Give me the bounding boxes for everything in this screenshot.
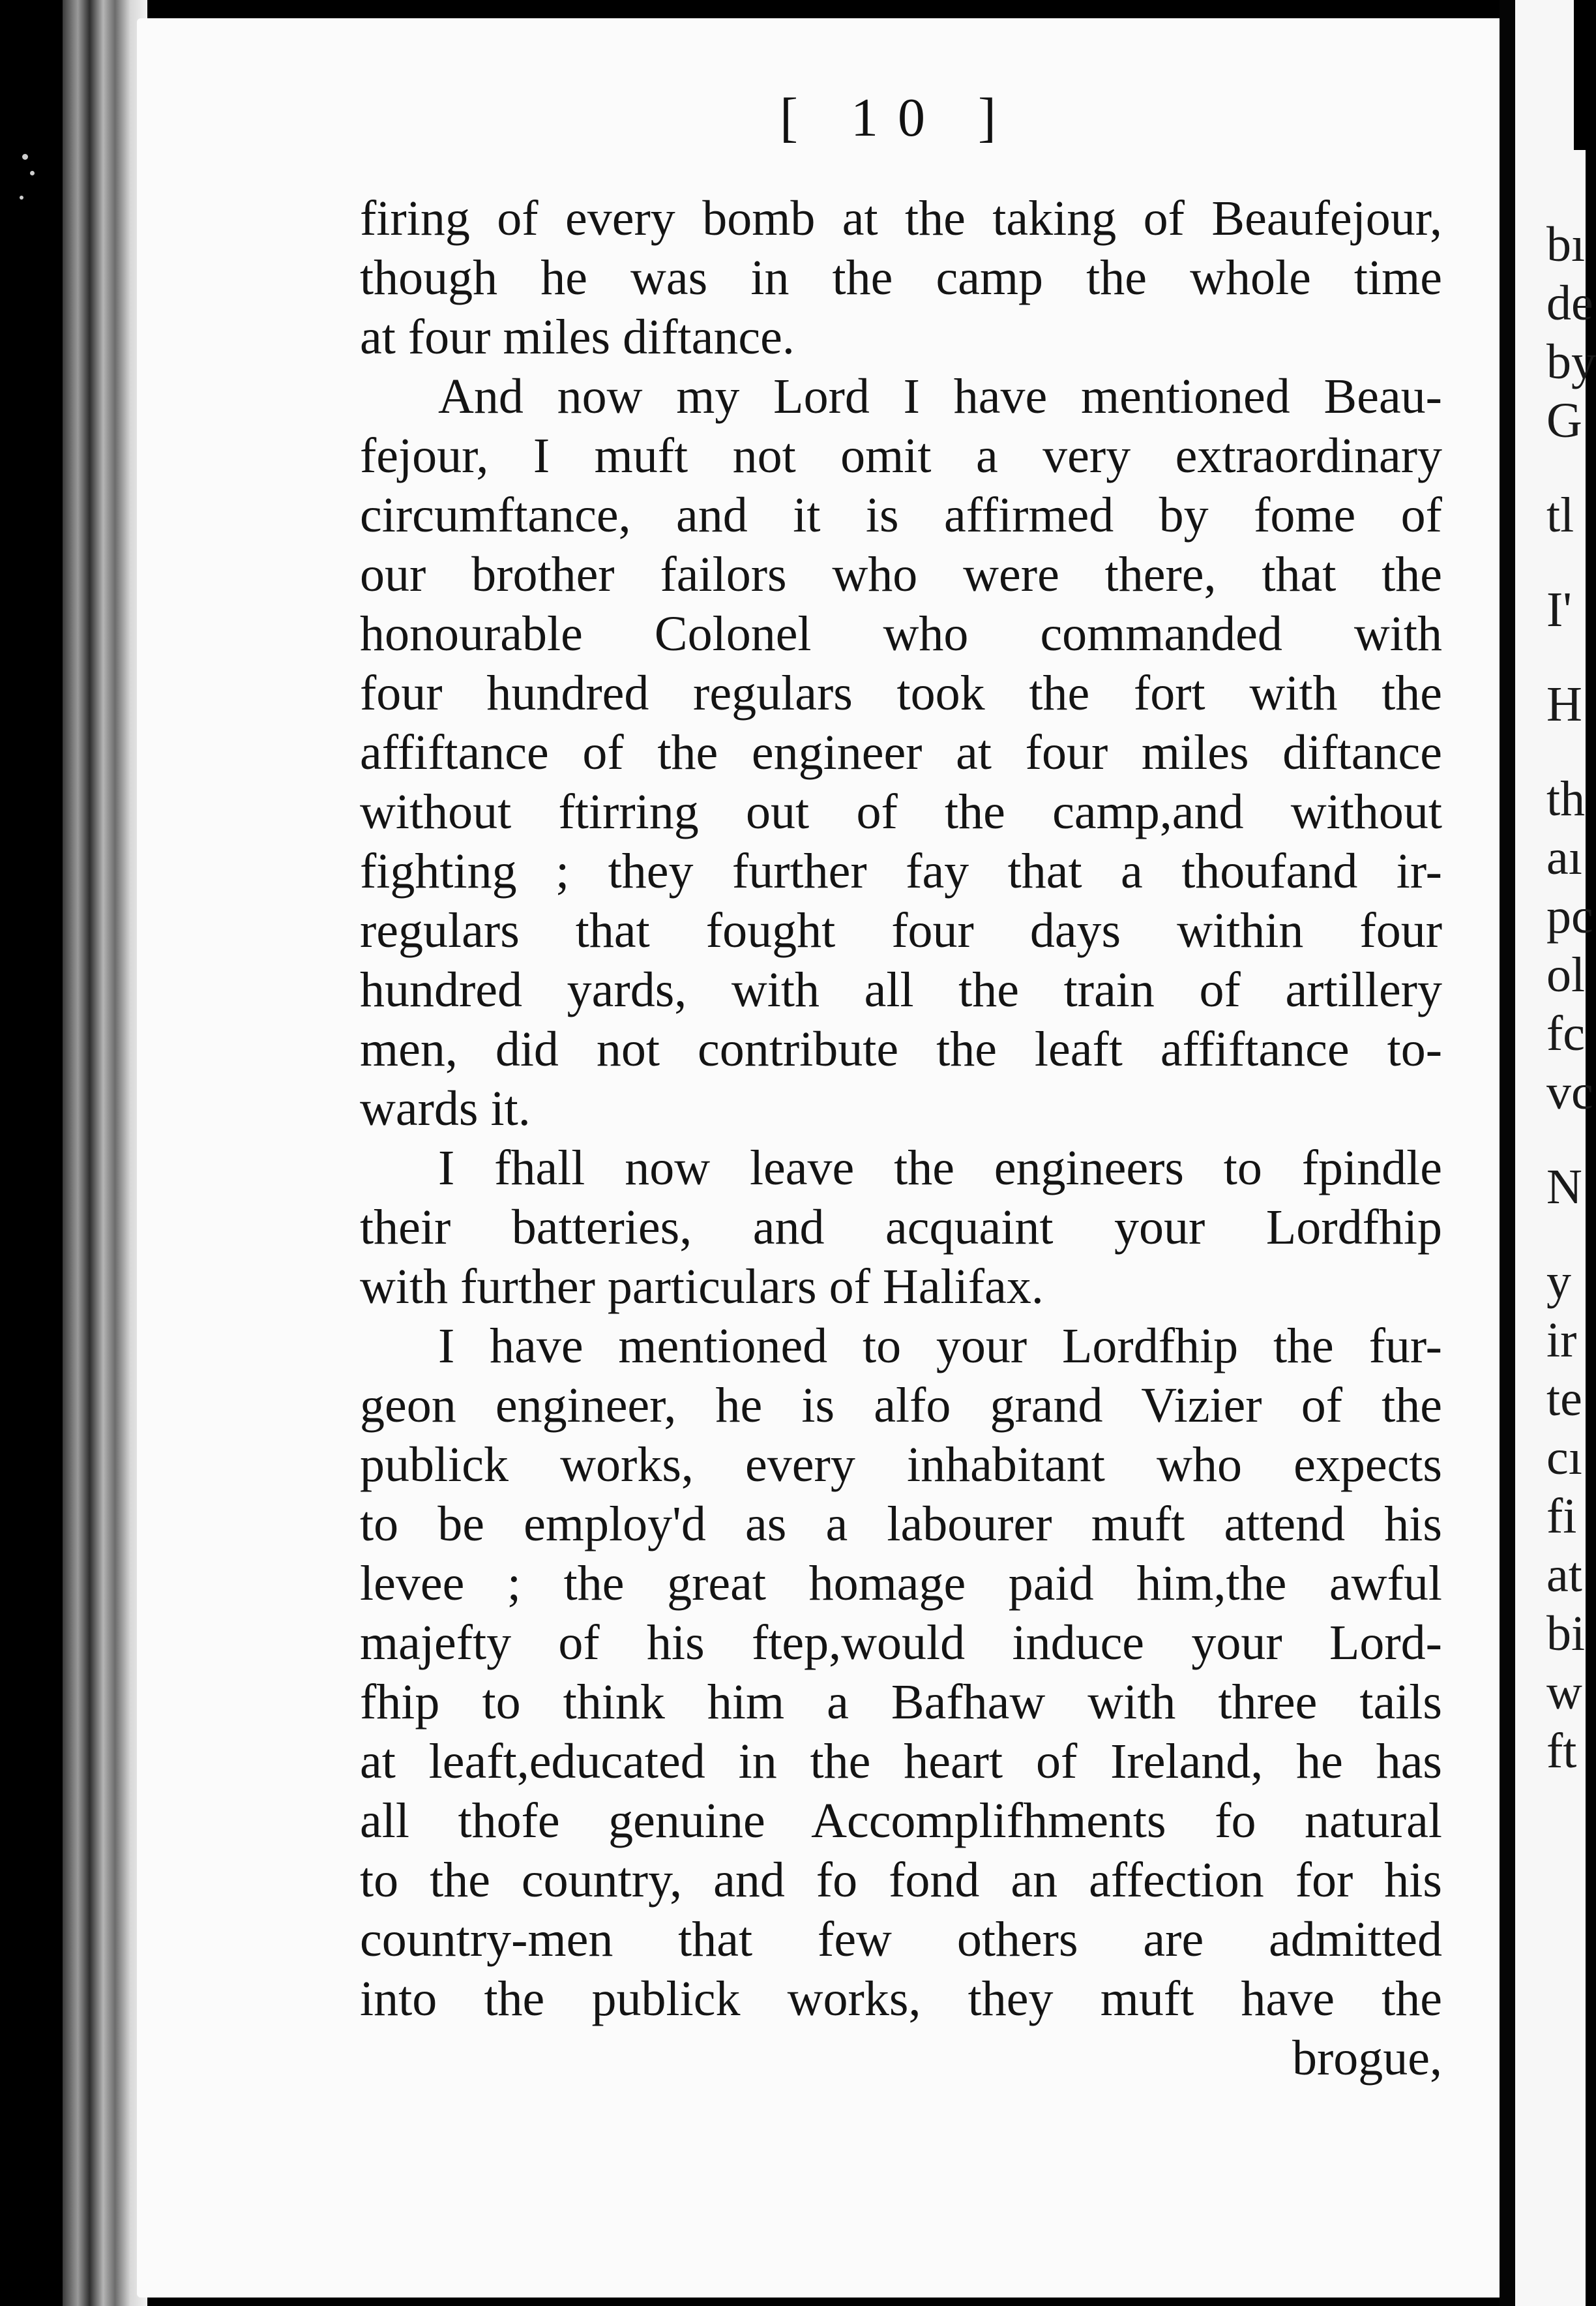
text-line: their batteries, and acquaint your Lordfhip	[360, 1200, 1442, 1255]
facing-page-line: ft	[1546, 1724, 1577, 1778]
facing-page-line: by	[1546, 335, 1596, 389]
text-line: though he was in the camp the whole time	[360, 250, 1442, 305]
book-gutter	[63, 0, 147, 2306]
text-line: to the country, and fo fond an affection for his	[360, 1853, 1442, 1908]
text-line: to be employ'd as a labourer muft attend his	[360, 1497, 1442, 1551]
facing-page-line: fi	[1546, 1489, 1577, 1544]
text-line: affiftance of the engineer at four miles diftance	[360, 725, 1442, 780]
text-line: our brother failors who were there, that the	[360, 547, 1442, 602]
text-line: four hundred regulars took the fort with the	[360, 666, 1442, 721]
facing-page-line: bı	[1546, 217, 1586, 272]
ink-fleck	[22, 154, 28, 160]
text-line: And now my Lord I have mentioned Beau-	[438, 369, 1442, 424]
text-line: firing of every bomb at the taking of Beaufejour,	[360, 191, 1442, 246]
facing-page-shadow	[1574, 0, 1586, 150]
facing-page-line: tl	[1546, 488, 1574, 543]
text-line: geon engineer, he is alfo grand Vizier of the	[360, 1378, 1442, 1433]
page-divider	[1500, 0, 1515, 2306]
facing-page-line: y	[1546, 1254, 1571, 1309]
facing-page-text	[1546, 215, 1596, 1780]
facing-page-line: ol	[1546, 948, 1586, 1002]
facing-page-line: ir	[1546, 1313, 1577, 1368]
text-line: levee ; the great homage paid him,the awful	[360, 1556, 1442, 1611]
ink-fleck	[20, 196, 23, 200]
facing-page-line: aı	[1546, 830, 1582, 885]
facing-page-line: fc	[1546, 1006, 1586, 1061]
facing-page-line: N	[1546, 1160, 1582, 1214]
text-line: fejour, I muft not omit a very extraordinary	[360, 428, 1442, 483]
text-line: without ftirring out of the camp,and without	[360, 785, 1442, 839]
book-edge-shadow	[0, 0, 65, 2306]
text-line: at four miles diftance.	[360, 310, 795, 365]
text-line: fhip to think him a Bafhaw with three tails	[360, 1675, 1442, 1730]
facing-page-line: pc	[1546, 889, 1593, 944]
facing-page-line: w	[1546, 1665, 1582, 1720]
text-line: brogue,	[1292, 2031, 1442, 2086]
text-line: publick works, every inhabitant who expects	[360, 1437, 1442, 1492]
facing-page-line: bi	[1546, 1606, 1586, 1661]
text-line: all thofe genuine Accomplifhments fo natural	[360, 1793, 1442, 1848]
body-text	[360, 189, 1442, 2088]
text-line: with further particulars of Halifax.	[360, 1259, 1044, 1314]
facing-page-edge	[1515, 0, 1596, 2306]
facing-page-line: at	[1546, 1548, 1582, 1602]
facing-page-line: vc	[1546, 1065, 1593, 1120]
text-line: into the publick works, they muft have the	[360, 1971, 1442, 2026]
text-line: majefty of his ftep,would induce your Lord-	[360, 1615, 1442, 1670]
text-line: men, did not contribute the leaft affiftance to-	[360, 1022, 1442, 1077]
facing-page-line: cı	[1546, 1430, 1582, 1485]
facing-page-line: te	[1546, 1371, 1582, 1426]
facing-page-line: G	[1546, 393, 1582, 448]
text-line: fighting ; they further fay that a thoufand ir-	[360, 844, 1442, 899]
page-number: [ 10 ]	[780, 87, 1016, 148]
facing-page-line: de	[1546, 276, 1593, 331]
text-line: I fhall now leave the engineers to fpindle	[438, 1141, 1442, 1195]
ink-fleck	[30, 171, 35, 175]
text-line: regulars that fought four days within four	[360, 903, 1442, 958]
text-line: hundred yards, with all the train of artillery	[360, 963, 1442, 1017]
facing-page-line: th	[1546, 771, 1586, 826]
text-line: country-men that few others are admitted	[360, 1912, 1442, 1967]
facing-page-line: H	[1546, 677, 1582, 732]
text-line: at leaft,educated in the heart of Ireland, he has	[360, 1734, 1442, 1789]
text-line: wards it.	[360, 1081, 531, 1136]
text-line: I have mentioned to your Lordfhip the fur-	[438, 1319, 1442, 1373]
text-line: circumftance, and it is affirmed by fome of	[360, 488, 1442, 543]
facing-page-line: I'	[1546, 582, 1573, 637]
text-line: honourable Colonel who commanded with	[360, 606, 1442, 661]
